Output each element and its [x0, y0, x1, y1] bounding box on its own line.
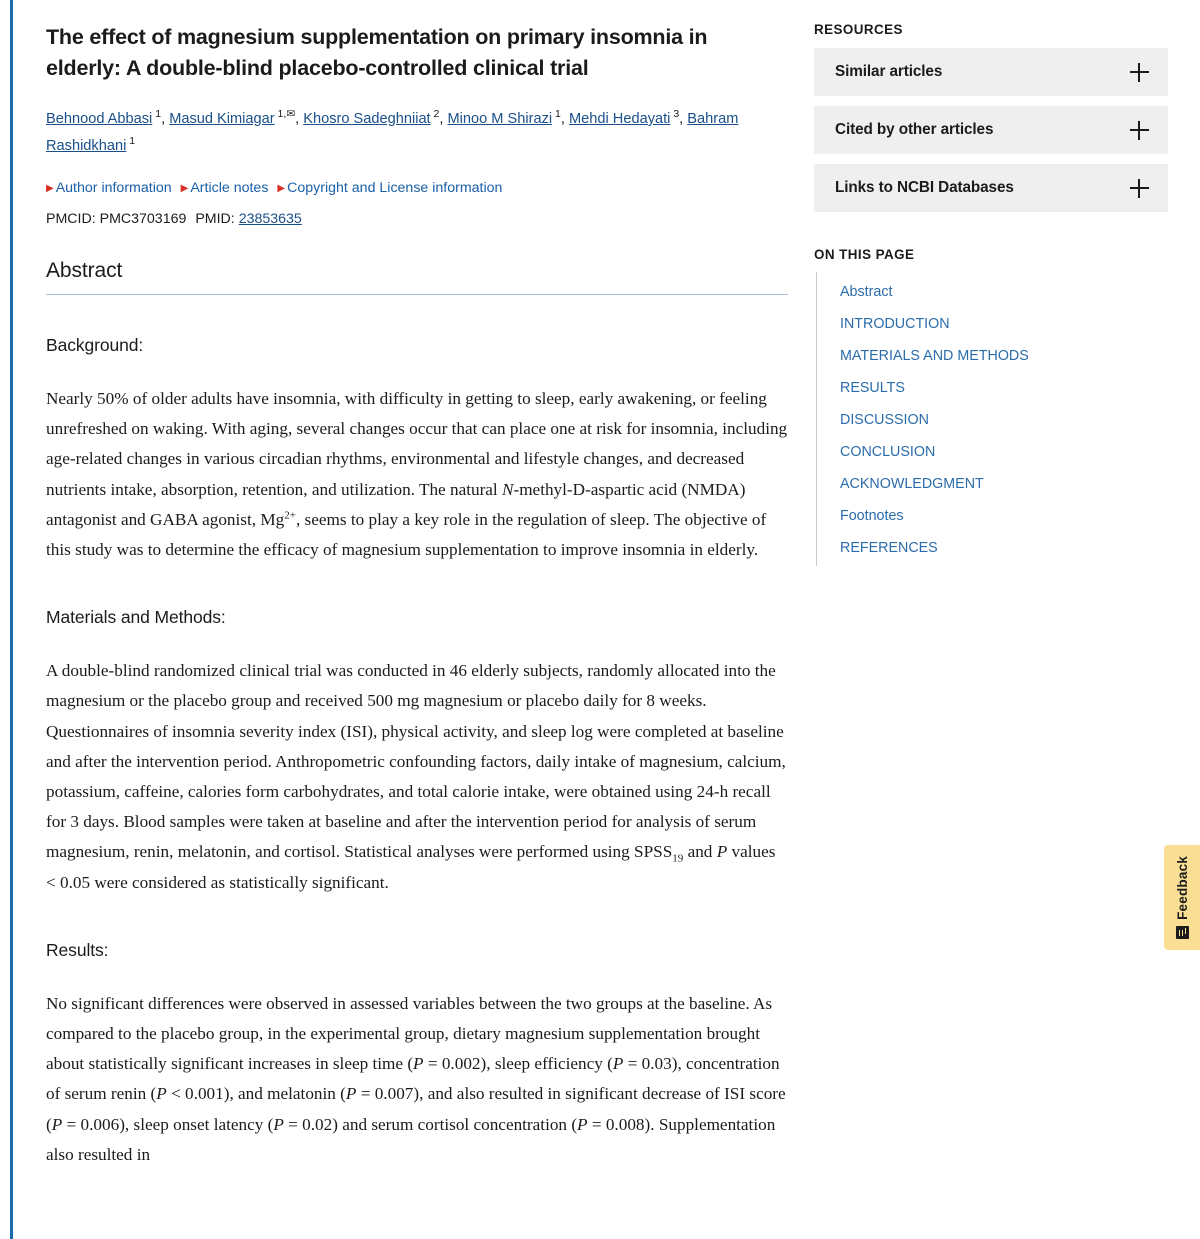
toc-item-references[interactable]: REFERENCES [840, 540, 938, 556]
resource-label: Similar articles [835, 63, 943, 80]
table-of-contents [816, 272, 1168, 566]
author-affiliation-marker: 1 [552, 108, 561, 121]
resource-accordion-item[interactable] [814, 164, 1168, 212]
toc-item-acknowledgment[interactable]: ACKNOWLEDGMENT [840, 476, 984, 492]
pmcid-value: PMC3703169 [99, 211, 187, 227]
author-link[interactable]: Masud Kimiagar [169, 111, 275, 127]
feedback-icon [1176, 926, 1189, 939]
author-affiliation-marker: 1,✉ [274, 108, 296, 121]
author-link[interactable]: Behnood Abbasi [46, 111, 153, 127]
author-list: Behnood Abbasi $^1$, Masud Kimiagar $^{1,✉}$, Khosro Sadeghniiat $^2$, Minoo M Shirazi $^1$, Mehdi Hedayati $^3$, Bahram Rashidkhani $^1$ [46, 108, 739, 154]
author-link[interactable]: Khosro Sadeghniiat [303, 111, 431, 127]
resource-accordion-item[interactable] [814, 48, 1168, 96]
triangle-icon: ▶ [277, 183, 286, 194]
abstract-paragraph: No significant differences were observed in assessed variables between the two groups at the baseline. As compared to the placebo group, in the experimental group, dietary magnesium supplementation brought about statistically significant increases in sleep time (P = 0.002), sleep efficiency (P = 0.03), concentration of serum renin (P < 0.001), and melatonin (P = 0.007), and also resulted in significant decrease of ISI score (P = 0.006), sleep onset latency (P = 0.02) and serum cortisol concentration (P = 0.008). Supplementation also resulted in [46, 993, 786, 1164]
meta-link[interactable]: Author information [55, 180, 172, 196]
resource-label: Links to NCBI Databases [835, 179, 1014, 196]
abstract-subheading: Background: [46, 335, 144, 355]
meta-link[interactable]: Copyright and License information [287, 180, 503, 196]
resources-list [814, 48, 1168, 212]
pmcid-label: PMCID: [46, 211, 96, 227]
toc-item-discussion[interactable]: DISCUSSION [840, 412, 929, 428]
author-affiliation-marker: 1 [126, 135, 136, 148]
meta-link[interactable]: Article notes [190, 180, 269, 196]
abstract-subheading: Materials and Methods: [46, 607, 226, 628]
page-title: The effect of magnesium supplementation on primary insomnia in elderly: A double-blind placebo-controlled clinical trial [46, 25, 708, 80]
toc-item-results[interactable]: RESULTS [840, 380, 905, 396]
plus-icon[interactable] [1130, 179, 1149, 198]
resources-title: RESOURCES [814, 22, 903, 37]
feedback-tab[interactable] [1164, 845, 1200, 950]
author-link[interactable]: Bahram Rashidkhani [46, 111, 739, 154]
author-affiliation-marker: 2 [430, 108, 440, 121]
article-meta-links [46, 178, 788, 200]
pmid-link[interactable]: 23853635 [238, 211, 302, 227]
article-main [46, 22, 788, 1170]
toc-item-introduction[interactable]: INTRODUCTION [840, 316, 950, 332]
toc-item-conclusion[interactable]: CONCLUSION [840, 444, 936, 460]
resource-label: Cited by other articles [835, 121, 994, 138]
left-accent-rail [10, 0, 13, 1239]
author-affiliation-marker: 1 [152, 108, 162, 121]
toc-item-abstract[interactable]: Abstract [840, 284, 893, 300]
triangle-icon: ▶ [180, 183, 189, 194]
toc-item-materials-and-methods[interactable]: MATERIALS AND METHODS [840, 348, 1029, 364]
author-link[interactable]: Mehdi Hedayati [569, 111, 671, 127]
pmid-label: PMID: [195, 211, 235, 227]
abstract-paragraph: A double-blind randomized clinical trial was conducted in 46 elderly subjects, randomly allocated into the magnesium or the placebo group and received 500 mg magnesium or placebo daily for 8 weeks. Questionnaires of insomnia severity index (ISI), physical activity, and sleep log were completed at baseline and after the intervention period. Anthropometric confounding factors, daily intake of magnesium, calcium, potassium, caffeine, calories form carbohydrates, and total calorie intake, were obtained using 24-h recall for 3 days. Blood samples were taken at baseline and after the intervention period for analysis of serum magnesium, renin, melatonin, and cortisol. Statistical analyses were performed using $SPSS_{19}$ and P values < 0.05 were considered as statistically significant. [46, 661, 786, 892]
triangle-icon: ▶ [46, 183, 54, 194]
toc-item-footnotes[interactable]: Footnotes [840, 508, 904, 524]
abstract-subheading: Results: [46, 939, 109, 960]
resource-accordion-item[interactable] [814, 106, 1168, 154]
author-affiliation-marker: 3 [670, 108, 680, 121]
feedback-label: Feedback [1174, 855, 1190, 920]
sidebar [814, 22, 1168, 566]
author-link[interactable]: Minoo M Shirazi [447, 111, 553, 127]
abstract-heading: Abstract [46, 259, 788, 295]
article-identifiers [46, 209, 788, 229]
abstract-body [46, 335, 788, 1170]
plus-icon[interactable] [1130, 63, 1149, 82]
abstract-paragraph: Nearly 50% of older adults have insomnia, with difficulty in getting to sleep, early awakening, or feeling unrefreshed on waking. With aging, several changes occur that can place one at risk for insomnia, including age-related changes in various circadian rhythms, environmental and lifestyle changes, and decreased nutrients intake, absorption, retention, and utilization. The natural N-methyl-D-aspartic acid (NMDA) antagonist and GABA agonist, $Mg^{2+}$, seems to play a key role in the regulation of sleep. The objective of this study was to determine the efficacy of magnesium supplementation to improve insomnia in elderly. [46, 389, 788, 560]
on-this-page-title: ON THIS PAGE [814, 247, 915, 262]
plus-icon[interactable] [1130, 121, 1149, 140]
